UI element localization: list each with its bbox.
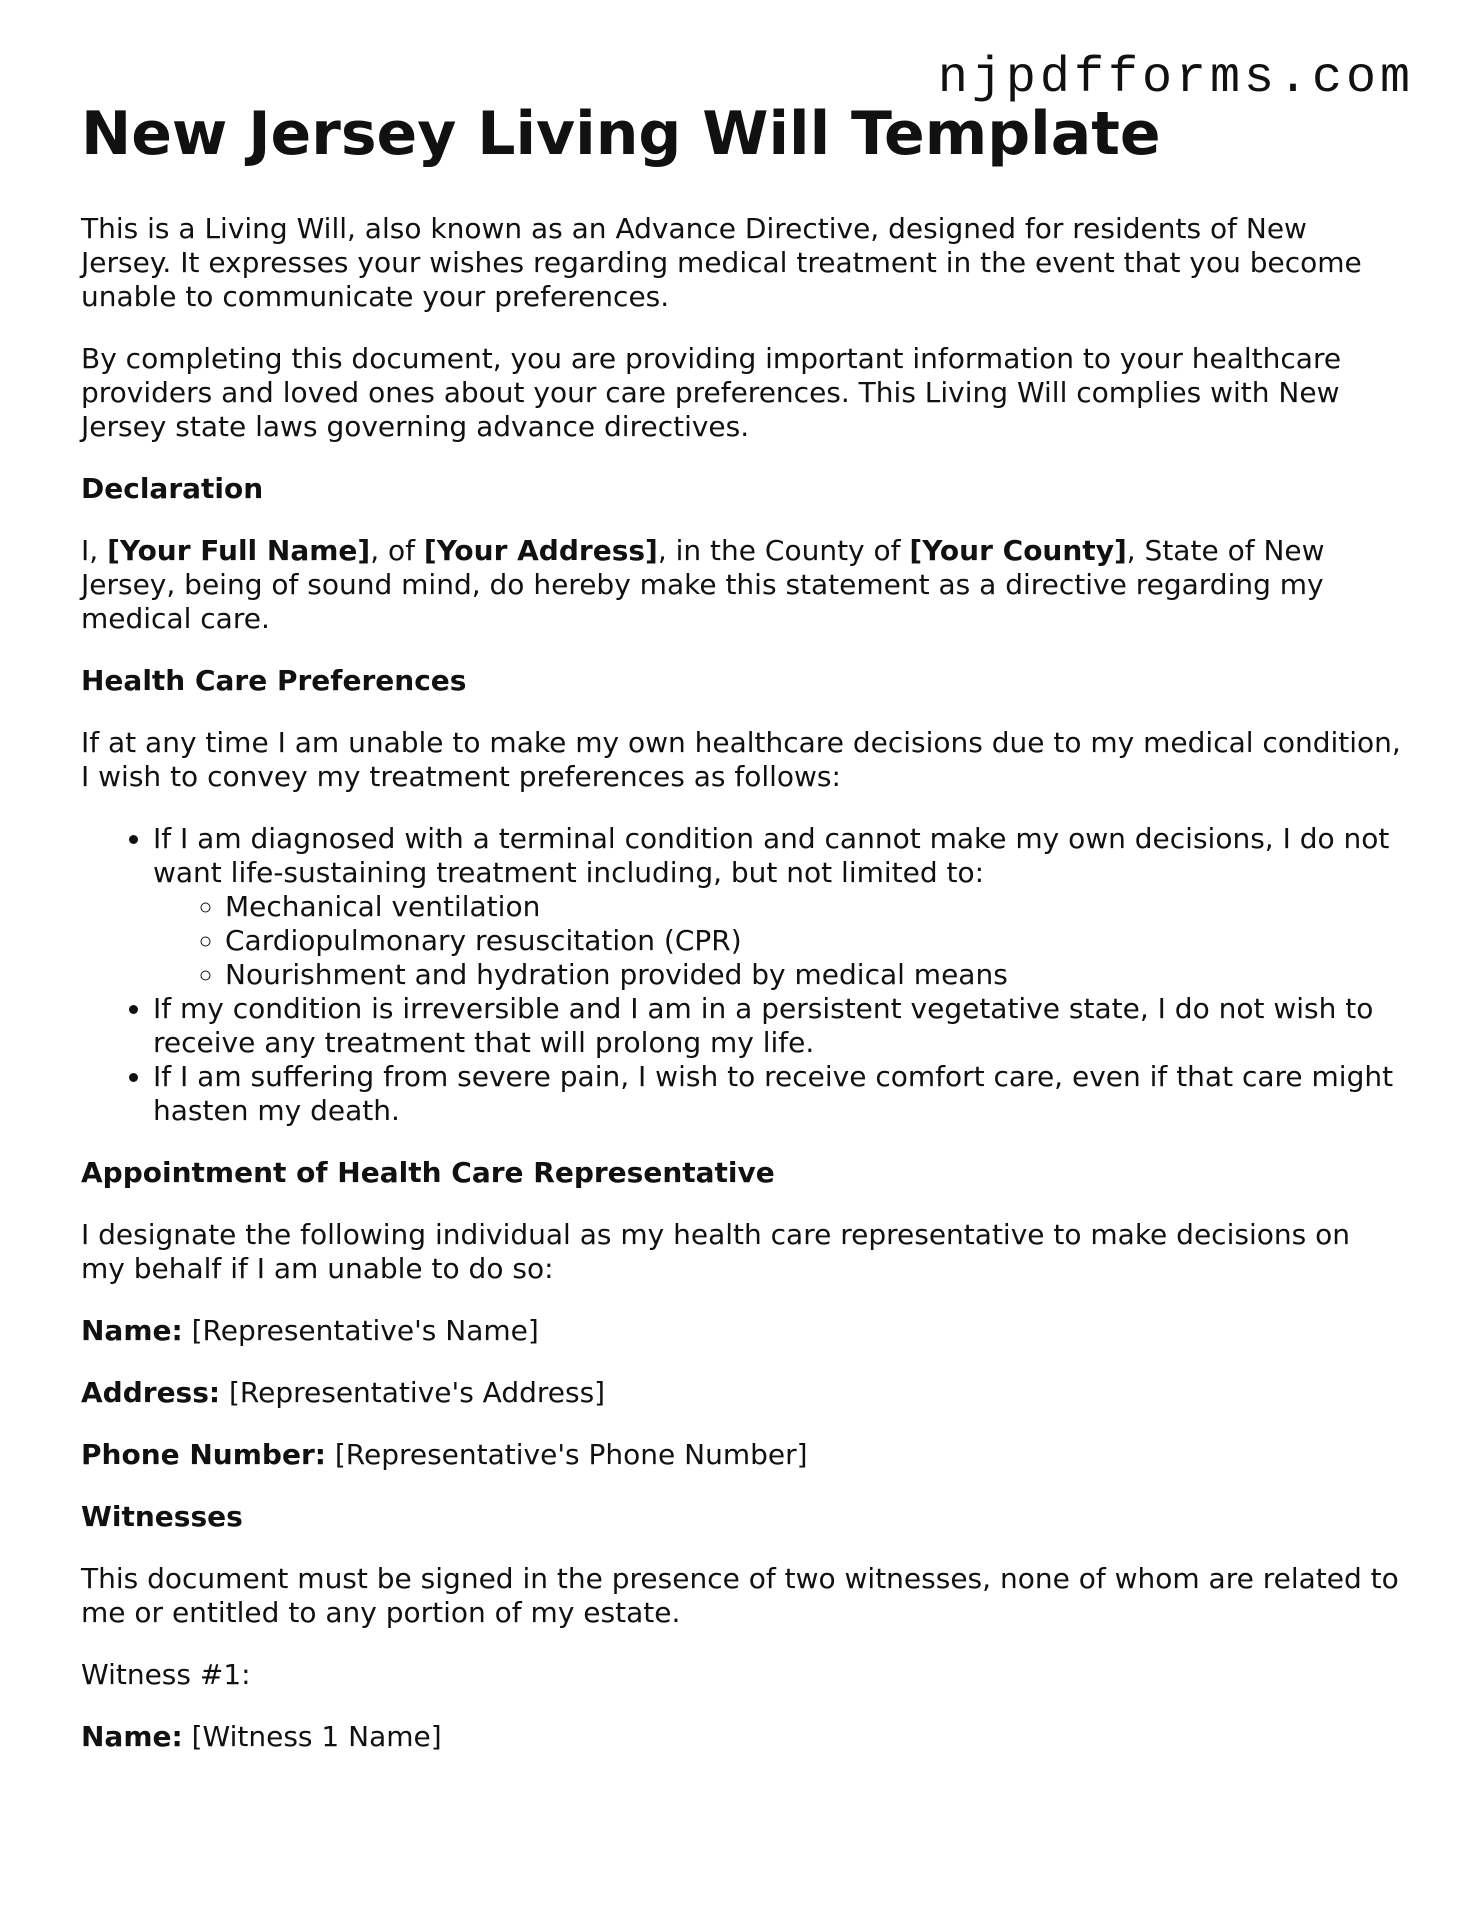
representative-address-value: [Representative's Address] [220,1376,606,1409]
preference-item-1-text: If I am diagnosed with a terminal condition and cannot make my own decisions, I do not want life-sustaining treatment including, but not limited to: [153,822,1390,889]
list-item: • If my condition is irreversible and I am in a persistent vegetative state, I do not wish to receive any treatment that will prolong my life. [153,992,1401,1060]
list-item: ◦ Nourishment and hydration provided by medical means [225,958,1401,992]
intro-paragraph-1: This is a Living Will, also known as an Advance Directive, designed for residents of New Jersey. It expresses your wishes regarding medical treatment in the event that you become unable to communicate your preferences. [81,212,1362,313]
representative-phone-label: Phone Number: [81,1438,326,1471]
treatment-sublist [153,890,1401,992]
witness-1-name-line [81,1720,1401,1754]
witness-1-name-label: Name: [81,1720,183,1753]
witnesses-heading: Witnesses [81,1500,243,1533]
preferences-intro: If at any time I am unable to make my own healthcare decisions due to my medical condition, I wish to convey my treatment preferences as follows: [81,726,1401,793]
declaration-county-text: , in the County of [657,534,910,567]
list-item [153,822,1401,992]
declaration-paragraph [81,534,1401,636]
witnesses-intro: This document must be signed in the presence of two witnesses, none of whom are related to me or entitled to any portion of my estate. [81,1562,1399,1629]
representative-name-line [81,1314,1401,1348]
witness-1-name-value: [Witness 1 Name] [182,1720,442,1753]
site-watermark: njpdfforms.com [937,50,1414,107]
declaration-suffix: , State of New Jersey, being of sound mind, do hereby make this statement as a directive regarding my medical care. [81,534,1325,635]
county-placeholder: [Your County] [909,534,1127,567]
witness-1-label: Witness #1: [81,1658,251,1691]
representative-address-label: Address: [81,1376,221,1409]
declaration-prefix: I, [81,534,108,567]
list-item: • If I am suffering from severe pain, I wish to receive comfort care, even if that care might hasten my death. [153,1060,1401,1128]
full-name-placeholder: [Your Full Name] [107,534,371,567]
page-title: New Jersey Living Will Template [81,99,1161,169]
representative-address-line [81,1376,1401,1410]
representative-phone-value: [Representative's Phone Number] [325,1438,808,1471]
address-placeholder: [Your Address] [423,534,658,567]
representative-heading: Appointment of Health Care Representative [81,1156,775,1189]
intro-paragraph-2: By completing this document, you are providing important information to your healthcare providers and loved ones about your care preferences. This Living Will complies with New Jersey state laws governing advance directives. [81,342,1342,443]
list-item: ◦ Mechanical ventilation [225,890,1401,924]
preferences-heading: Health Care Preferences [81,664,467,697]
preferences-list [81,822,1401,1128]
representative-phone-line [81,1438,1401,1472]
declaration-heading: Declaration [81,472,264,505]
representative-name-value: [Representative's Name] [182,1314,539,1347]
representative-name-label: Name: [81,1314,183,1347]
declaration-of-text: , of [370,534,424,567]
representative-intro: I designate the following individual as my health care representative to make decisions on my behalf if I am unable to do so: [81,1218,1350,1285]
list-item: ◦ Cardiopulmonary resuscitation (CPR) [225,924,1401,958]
document-body [81,98,1401,1782]
